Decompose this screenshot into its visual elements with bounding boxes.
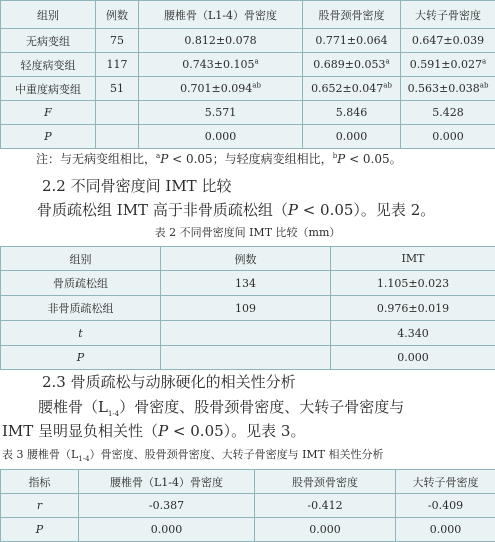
paragraph-text: IMT 呈明显负相关性（ xyxy=(2,422,159,440)
value-cell: -0.409 xyxy=(396,494,495,518)
superscript: a xyxy=(254,57,259,66)
p-symbol: P xyxy=(337,152,346,166)
empty-cell xyxy=(161,346,331,370)
table-2-caption: 表 2 不同骨密度间 IMT 比较（mm） xyxy=(154,226,341,239)
table-2 xyxy=(0,246,495,370)
note-text: < 0.05。 xyxy=(345,152,402,166)
paragraph-text: 骨质疏松组 IMT 高于非骨质疏松组（ xyxy=(37,201,288,219)
value-cell xyxy=(401,53,495,77)
superscript: ab xyxy=(252,81,261,90)
table-1 xyxy=(0,0,495,149)
note-text: < 0.05；与轻度病变组相比， xyxy=(168,152,333,166)
count-cell: 51 xyxy=(96,77,139,101)
table-3-header-row xyxy=(1,470,495,494)
value-text: 0.647±0.039 xyxy=(411,34,485,47)
value-cell xyxy=(303,29,401,53)
table-1-header-cell: 腰椎骨（L1-4）骨密度 xyxy=(139,1,303,29)
value-text: 0.689±0.053 xyxy=(313,58,386,71)
table-1-note xyxy=(0,150,495,168)
value-cell: 0.000 xyxy=(331,346,495,370)
empty-cell xyxy=(96,101,139,125)
count-cell: 109 xyxy=(161,296,331,321)
empty-cell xyxy=(161,321,331,346)
stat-label-cell: P xyxy=(1,125,96,149)
paragraph-text: ）骨密度、股骨颈骨密度、大转子骨密度与 xyxy=(119,398,405,416)
value-cell xyxy=(139,29,303,53)
superscript: a xyxy=(385,57,390,66)
count-cell: 75 xyxy=(96,29,139,53)
table-row xyxy=(1,29,495,53)
table-2-header-cell: 例数 xyxy=(161,247,331,271)
value-cell: 0.000 xyxy=(79,518,255,542)
value-text: 0.591±0.027 xyxy=(409,58,482,71)
caption-text: ）骨密度、股骨颈骨密度、大转子骨密度与 IMT 相关性分析 xyxy=(89,448,384,461)
table-1-header-cell: 股骨颈骨密度 xyxy=(303,1,401,29)
section-2-2-paragraph xyxy=(0,199,495,220)
value-cell: 0.000 xyxy=(401,125,495,149)
stat-label-cell: P xyxy=(1,346,161,370)
table-row xyxy=(1,125,495,149)
value-cell: 0.000 xyxy=(396,518,495,542)
subscript: 1-4 xyxy=(78,455,90,462)
note-text: 注：与无病变组相比， xyxy=(36,152,157,166)
value-cell: 0.000 xyxy=(255,518,396,542)
table-1-header-cell: 组别 xyxy=(1,1,96,29)
section-2-3-line-1 xyxy=(0,396,495,417)
value-cell: 0.000 xyxy=(303,125,401,149)
p-symbol: P xyxy=(160,152,169,166)
count-cell: 134 xyxy=(161,271,331,296)
empty-cell xyxy=(96,125,139,149)
table-1-header-row xyxy=(1,1,495,29)
stat-label-cell: r xyxy=(1,494,79,518)
value-cell xyxy=(401,29,495,53)
superscript: a xyxy=(482,57,487,66)
value-text: 0.812±0.078 xyxy=(184,34,257,47)
value-text: 0.563±0.038 xyxy=(407,82,480,95)
table-1-header-cell: 大转子骨密度 xyxy=(401,1,495,29)
table-2-header-row xyxy=(1,247,495,271)
group-cell: 轻度病变组 xyxy=(1,53,96,77)
table-row xyxy=(1,296,495,321)
table-row xyxy=(1,346,495,370)
group-cell: 骨质疏松组 xyxy=(1,271,161,296)
group-cell: 中重度病变组 xyxy=(1,77,96,101)
value-cell: 5.846 xyxy=(303,101,401,125)
value-text: 0.701±0.094 xyxy=(180,82,253,95)
table-row xyxy=(1,101,495,125)
table-3-header-cell: 指标 xyxy=(1,470,79,494)
section-heading-2-2: 2.2 不同骨密度间 IMT 比较 xyxy=(42,177,232,195)
paragraph-text: < 0.05）。见表 3。 xyxy=(168,422,306,440)
count-cell: 117 xyxy=(96,53,139,77)
value-cell: -0.412 xyxy=(255,494,396,518)
value-cell: 4.340 xyxy=(331,321,495,346)
value-cell xyxy=(303,53,401,77)
p-symbol: P xyxy=(287,201,298,219)
group-cell: 非骨质疏松组 xyxy=(1,296,161,321)
section-2-3-line-2 xyxy=(0,420,495,441)
table-3-header-cell: 股骨颈骨密度 xyxy=(255,470,396,494)
table-3-header-cell: 腰椎骨（L1-4）骨密度 xyxy=(79,470,255,494)
stat-label-cell: P xyxy=(1,518,79,542)
table-row xyxy=(1,321,495,346)
superscript: ab xyxy=(383,81,392,90)
value-cell: 5.428 xyxy=(401,101,495,125)
value-cell xyxy=(139,53,303,77)
section-heading-2-3: 2.3 骨质疏松与动脉硬化的相关性分析 xyxy=(42,373,296,391)
paragraph-text: < 0.05）。见表 2。 xyxy=(297,201,436,219)
superscript: b xyxy=(332,152,338,160)
table-row xyxy=(1,53,495,77)
value-cell xyxy=(303,77,401,101)
table-row xyxy=(1,77,495,101)
table-3-header-cell: 大转子骨密度 xyxy=(396,470,495,494)
value-cell: 5.571 xyxy=(139,101,303,125)
table-3 xyxy=(0,469,495,542)
value-cell: 0.976±0.019 xyxy=(331,296,495,321)
value-cell xyxy=(401,77,495,101)
value-text: 0.771±0.064 xyxy=(315,34,388,47)
value-cell: 1.105±0.023 xyxy=(331,271,495,296)
table-row xyxy=(1,494,495,518)
subscript: 1-4 xyxy=(107,410,120,417)
value-cell: 0.000 xyxy=(139,125,303,149)
paragraph-text: 腰椎骨（L xyxy=(38,398,108,416)
table-1-header-cell: 例数 xyxy=(96,1,139,29)
value-cell xyxy=(139,77,303,101)
p-symbol: P xyxy=(158,422,169,440)
stat-label-cell: t xyxy=(1,321,161,346)
value-text: 0.652±0.047 xyxy=(311,82,384,95)
stat-label-cell: F xyxy=(1,101,96,125)
table-3-caption xyxy=(0,446,495,462)
table-2-header-cell: 组别 xyxy=(1,247,161,271)
superscript: a xyxy=(156,152,161,160)
table-row xyxy=(1,518,495,542)
group-cell: 无病变组 xyxy=(1,29,96,53)
caption-text: 表 3 腰椎骨（L xyxy=(2,448,79,461)
value-cell: -0.387 xyxy=(79,494,255,518)
value-text: 0.743±0.105 xyxy=(182,58,255,71)
table-2-header-cell: IMT xyxy=(331,247,495,271)
table-row xyxy=(1,271,495,296)
superscript: ab xyxy=(479,81,489,90)
